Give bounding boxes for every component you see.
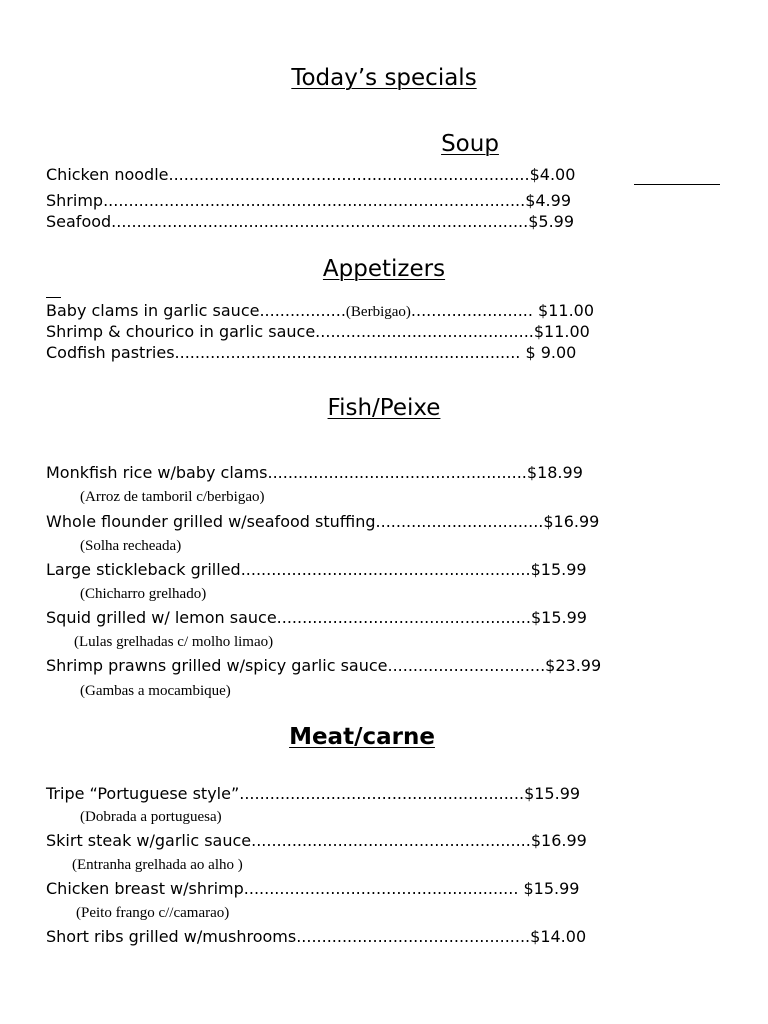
meat-item-chicken-breast: Chicken breast w/shrimp...................................................... $15.99: [46, 879, 580, 898]
appetizer-item-codfish-pastries: Codfish pastries.................................................................... $ 9.00: [46, 343, 577, 362]
fish-item-portuguese-name: (Gambas a mocambique): [80, 683, 231, 699]
appetizer-item-name: Baby clams in garlic sauce.................: [46, 301, 346, 320]
meat-item-skirt-steak: Skirt steak w/garlic sauce.......................................................$16.99: [46, 831, 587, 850]
soup-item-shrimp: Shrimp...................................................................................$4.99: [46, 191, 571, 210]
appetizer-item-price: ........................ $11.00: [410, 301, 595, 320]
soup-heading: Soup: [441, 131, 499, 157]
fish-item-portuguese-name: (Chicharro grelhado): [80, 586, 207, 602]
fish-item-portuguese-name: (Lulas grelhadas c/ molho limao): [74, 634, 274, 650]
fish-item-portuguese-name: (Arroz de tamboril c/berbigao): [80, 489, 265, 505]
soup-item-chicken-noodle: Chicken noodle.......................................................................$4.00: [46, 165, 576, 184]
meat-item-portuguese-name: (Entranha grelhada ao alho ): [72, 857, 243, 873]
fish-item-squid: Squid grilled w/ lemon sauce..................................................$15.99: [46, 608, 587, 627]
meat-item-portuguese-name: (Peito frango c//camarao): [76, 905, 230, 921]
meat-item-tripe: Tripe “Portuguese style”........................................................$15.99: [46, 784, 581, 803]
page-title: Today’s specials: [291, 65, 477, 91]
fish-item-shrimp-prawns: Shrimp prawns grilled w/spicy garlic sauce...............................$23.99: [46, 656, 602, 675]
appetizer-item-shrimp-chourico: Shrimp & chourico in garlic sauce...........................................$11.00: [46, 322, 590, 341]
appetizer-item-alt-name: (Berbigao): [345, 304, 411, 320]
fish-item-portuguese-name: (Solha recheada): [80, 538, 182, 554]
fish-item-monkfish-rice: Monkfish rice w/baby clams...................................................$18.99: [46, 463, 583, 482]
fish-item-whole-flounder: Whole flounder grilled w/seafood stuffing.................................$16.99: [46, 512, 600, 531]
appetizers-heading: Appetizers: [322, 256, 446, 282]
meat-item-portuguese-name: (Dobrada a portuguesa): [80, 809, 222, 825]
mark-rule: [46, 297, 61, 298]
meat-item-short-ribs: Short ribs grilled w/mushrooms..............................................$14.00: [46, 927, 587, 946]
appetizer-item-baby-clams: [46, 303, 594, 320]
meat-heading: Meat/carne: [289, 724, 435, 750]
blank-rule: [634, 184, 720, 185]
fish-heading: Fish/Peixe: [327, 395, 441, 421]
soup-item-seafood: Seafood..................................................................................$5.99: [46, 212, 575, 231]
fish-item-stickleback: Large stickleback grilled.........................................................$15.99: [46, 560, 587, 579]
